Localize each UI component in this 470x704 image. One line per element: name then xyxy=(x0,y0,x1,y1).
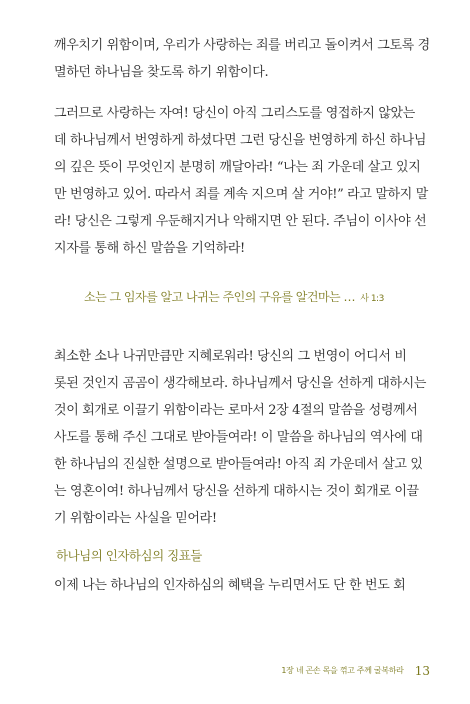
quote-text: 소는 그 임자를 알고 나귀는 주인의 구유를 알건마는 … xyxy=(84,290,355,304)
text-line: 데 하나님께서 번영하게 하셨다면 그런 당신을 번영하게 하신 하나님 xyxy=(54,133,427,148)
paragraph-2 xyxy=(54,100,426,262)
section-heading: 하나님의 인자하심의 징표들 xyxy=(56,548,202,563)
quote-reference: 사 1:3 xyxy=(360,294,384,304)
text-line: 멸하던 하나님을 찾도록 하기 위함이다. xyxy=(54,65,269,80)
scripture-quote xyxy=(84,288,436,308)
paragraph-3 xyxy=(54,343,426,532)
text-line: 것이 회개로 이끌기 위함이라는 로마서 2장 4절의 말씀을 성령께서 xyxy=(54,403,418,418)
page-footer xyxy=(281,660,430,679)
text-line: 만 번영하고 있어. 따라서 죄를 계속 지으며 살 거야!” 라고 말하지 말 xyxy=(54,187,428,202)
text-line: 이제 나는 하나님의 인자하심의 혜택을 누리면서도 단 한 번도 회 xyxy=(54,578,406,593)
text-line: 최소한 소나 나귀만큼만 지혜로워라! 당신의 그 번영이 어디서 비 xyxy=(54,349,407,364)
running-title: 1장 네 곤손 목을 꺾고 주께 굴복하라 xyxy=(281,666,404,675)
text-line: 는 영혼이여! 하나님께서 당신을 선하게 대하시는 것이 회개로 이끌 xyxy=(54,484,419,499)
paragraph-1 xyxy=(54,32,430,86)
text-line: 의 깊은 뜻이 무엇인지 분명히 깨달아라! “나는 죄 가운데 살고 있지 xyxy=(54,160,421,175)
paragraph-4 xyxy=(54,572,426,599)
text-line: 사도를 통해 주신 그대로 받아들여라! 이 말씀을 하나님의 역사에 대 xyxy=(54,430,423,445)
text-line: 롯된 것인지 곰곰이 생각해보라. 하나님께서 당신을 선하게 대하시는 xyxy=(54,376,427,391)
text-line: 기 위함이라는 사실을 믿어라! xyxy=(54,511,217,526)
text-line: 한 하나님의 진실한 설명으로 받아들여라! 아직 죄 가운데서 살고 있 xyxy=(54,457,423,472)
page-number: 13 xyxy=(414,663,430,678)
text-line: 지자를 통해 하신 말씀을 기억하라! xyxy=(54,241,245,256)
text-line: 깨우치기 위함이며, 우리가 사랑하는 죄를 버리고 돌이켜서 그토록 경 xyxy=(54,38,430,53)
text-line: 그러므로 사랑하는 자여! 당신이 아직 그리스도를 영접하지 않았는 xyxy=(54,106,415,121)
text-line: 라! 당신은 그렇게 우둔해지거나 악해지면 안 된다. 주님이 이사야 선 xyxy=(54,214,427,229)
